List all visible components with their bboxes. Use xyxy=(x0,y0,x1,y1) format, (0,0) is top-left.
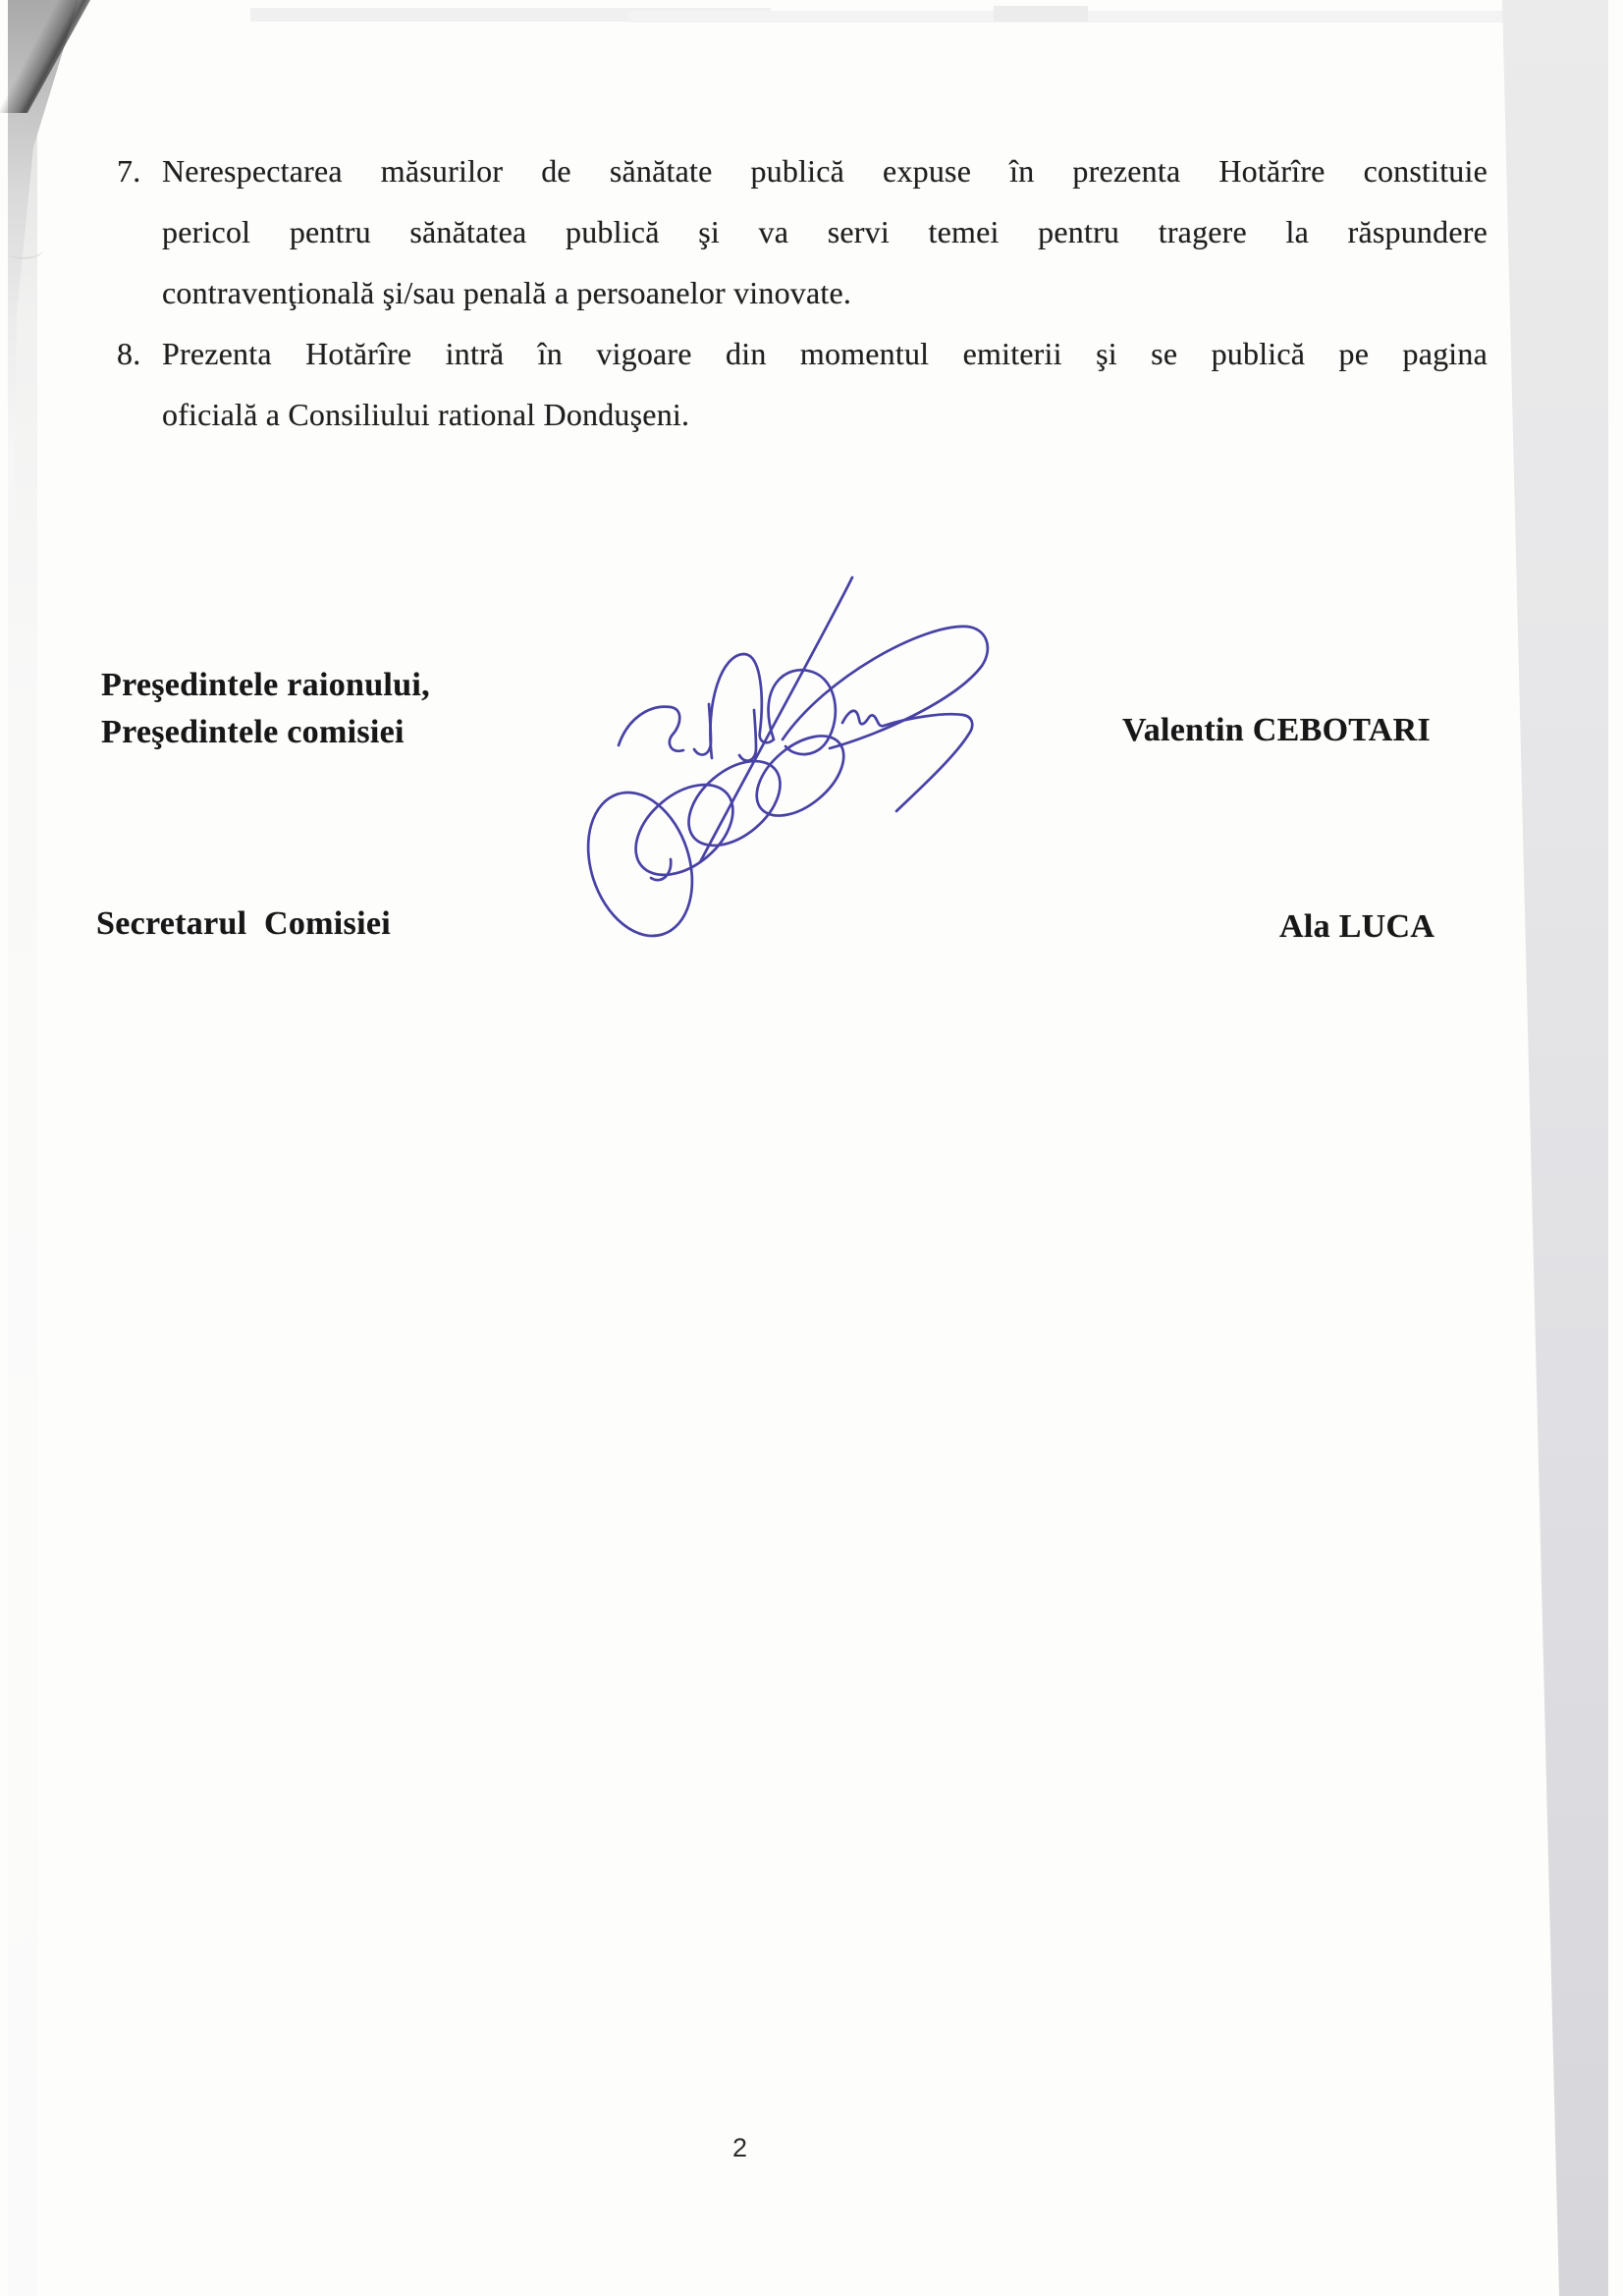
signatory-title-secretary: Secretarul Comisiei xyxy=(96,905,391,942)
paragraph-line: Prezenta Hotărîre intră în vigoare din momentul emiterii şi se publică pe pagina xyxy=(162,336,1488,371)
signatory-title-line: Preşedintele raionului, xyxy=(101,667,430,703)
handwritten-signature xyxy=(491,530,1041,1021)
signatory-title-president xyxy=(101,662,430,756)
scan-artifact-left-crease xyxy=(8,244,43,259)
list-number: 7. xyxy=(117,153,141,189)
paragraph-line: Nerespectarea măsurilor de sănătate publică expuse în prezenta Hotărîre constituie xyxy=(162,153,1488,189)
paragraph-line: contravenţională şi/sau penală a persoanelor vinovate. xyxy=(162,275,852,310)
numbered-paragraph-7 xyxy=(117,140,1488,323)
signatory-name-luca: Ala LUCA xyxy=(1279,908,1435,945)
signature-strokes xyxy=(570,577,988,950)
scan-artifact-right-strip xyxy=(1498,0,1608,2296)
numbered-paragraph-8 xyxy=(117,323,1488,445)
list-number: 8. xyxy=(117,336,141,371)
signatory-name-cebotari: Valentin CEBOTARI xyxy=(1122,712,1432,748)
paragraph-line: oficială a Consiliului rational Donduşeni. xyxy=(162,397,690,432)
paragraph-line: pericol pentru sănătatea publică şi va servi temei pentru tragere la răspundere xyxy=(162,214,1488,249)
scan-artifact-top-bar xyxy=(994,6,1088,22)
signatory-title-line: Preşedintele comisiei xyxy=(101,714,405,750)
page-number: 2 xyxy=(732,2133,748,2162)
